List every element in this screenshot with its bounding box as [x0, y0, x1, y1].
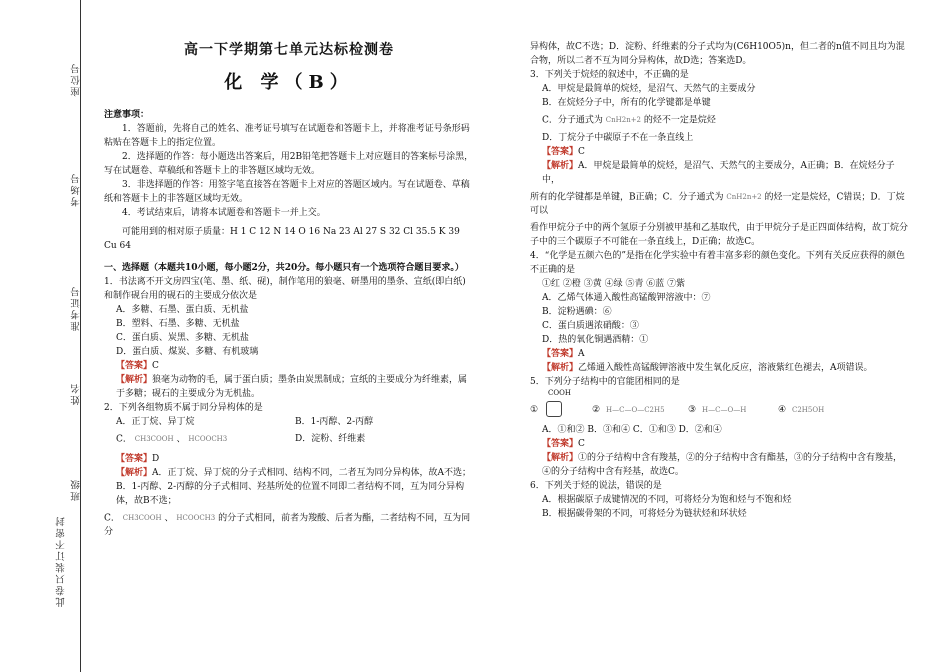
exam-room-label: 考场号	[71, 172, 82, 207]
q1-stem: 1．书法离不开文房四宝(笔、墨、纸、砚)，制作笔用的狼毫、研墨用的墨条、宣纸(即白纸)和制作砚台用的砚石的主要成分依次是	[104, 277, 466, 301]
q4-option-a: A．乙烯气体通入酸性高锰酸钾溶液中：⑦	[542, 293, 711, 303]
q5-options: A．①和② B．③和④ C．①和③ D．②和④	[542, 425, 722, 435]
q5-item-4: ④	[778, 405, 787, 415]
q4-analysis: 乙烯通入酸性高锰酸钾溶液中发生氧化反应，溶液紫红色褪去，A项错误。	[578, 363, 873, 373]
q6-stem: 6．下列关于烃的说法，错误的是	[530, 481, 662, 491]
q3-option-c-prefix: C．分子通式为	[542, 115, 603, 126]
q4-option-b: B．淀粉遇碘：⑥	[542, 307, 612, 317]
q1-analysis: 狼毫为动物的毛，属于蛋白质；墨条由炭黑制成；宣纸的主要成分为纤维素，属于多糖；砚石的主要成分为无机盐。	[116, 375, 468, 399]
notice-item: 4．考试结束后，请将本试题卷和答题卡一并上交。	[122, 208, 326, 218]
q6-option-b: B．根据碳骨架的不同，可将烃分为链状烃和环状烃	[542, 509, 747, 519]
q2-option-c-prefix: C．	[116, 434, 132, 445]
q2-analysis-label: 【解析】	[116, 467, 153, 478]
seat-label: 座位号	[71, 62, 82, 97]
q5-answer: C	[578, 439, 585, 449]
q4-option-c: C．蛋白质遇浓硝酸：③	[542, 321, 639, 331]
q5-structure-4: C2H5OH	[792, 406, 825, 414]
q5-analysis-label: 【解析】	[542, 453, 579, 463]
q3-analysis-3: 看作甲烷分子中的两个氢原子分别被甲基和乙基取代，由于甲烷分子是正四面体结构，故丁烷分子中的三个碳原子不可能在一条直线上，D正确；故选C。	[530, 223, 909, 247]
q2-formula-acid: CH3COOH	[134, 435, 174, 443]
q2-analysis-2: 的分子式相同，前者为羧酸、后者为酯，二者结构不同，互为同分	[104, 513, 471, 537]
q2-option-c-sep: 、	[176, 434, 186, 445]
q3-option-d: D．丁烷分子中碳原子不在一条直线上	[542, 132, 694, 143]
q4-colors: ①红 ②橙 ③黄 ④绿 ⑤青 ⑥蓝 ⑦紫	[542, 279, 686, 289]
left-column	[104, 40, 474, 539]
exam-title: 高一下学期第七单元达标检测卷	[184, 42, 394, 58]
q2-analysis-1: A．正丁烷、异丁烷的分子式相同、结构不同，二者互为同分异构体，故A不选；B．1-丙醇、2-丙醇的分子式相同、羟基所处的位置不同即二者结构不同，互为同分异构体，故B不选；	[116, 467, 472, 506]
q1-analysis-label: 【解析】	[116, 375, 153, 385]
atomic-masses: 可能用到的相对原子质量：H 1 C 12 N 14 O 16 Na 23 Al 27 S 32 Cl 35.5 K 39 Cu 64	[104, 227, 460, 251]
q5-stem: 5．下列分子结构中的官能团相同的是	[530, 377, 680, 387]
q3-formula: CnH2n+2	[605, 116, 642, 124]
q4-answer: A	[578, 349, 585, 359]
binding-footer: 此卷只装订不密封	[56, 515, 67, 607]
q3-answer-label: 【答案】	[542, 146, 579, 157]
notice-item: 1．答题前，先将自己的姓名、准考证号填写在试题卷和答题卡上，并将准考证号条形码粘贴在答题卡上的指定位置。	[104, 124, 470, 148]
q3-option-c-suffix: 的烃不一定是烷烃	[643, 115, 716, 126]
q5-structure-2: H—C—O—C2H5	[606, 406, 665, 414]
q3-analysis-1: A．甲烷是最简单的烷烃，是沼气、天然气的主要成分，A正确；B．在烷烃分子中，	[542, 160, 895, 185]
q4-answer-label: 【答案】	[542, 349, 579, 359]
q3-analysis-2-suffix: 的烃一定是烷烃，C错误；D．丁烷可以	[530, 192, 905, 216]
q5-structure-3: H—C—O—H	[702, 406, 747, 414]
q2-stem: 2．下列各组物质不属于同分异构体的是	[104, 403, 263, 413]
q5-structures	[530, 389, 910, 423]
q2-analysis-2-prefix: C．	[104, 513, 120, 523]
class-label: 班级	[71, 478, 82, 501]
exam-subtitle: 化 学（B）	[224, 72, 354, 93]
q5-item-1: ①	[530, 405, 539, 415]
notice-item: 2．选择题的作答：每小题选出答案后，用2B铅笔把答题卡上对应题目的答案标号涂黑，写在试题卷、草稿纸和答题卡上的非答题区域均无效。	[104, 152, 474, 176]
q1-answer-label: 【答案】	[116, 361, 153, 371]
q2-answer: D	[152, 453, 160, 464]
name-label: 姓名	[71, 382, 82, 405]
q3-option-a: A．甲烷是最简单的烷烃，是沼气、天然气的主要成分	[542, 84, 756, 94]
q4-analysis-label: 【解析】	[542, 363, 579, 373]
q3-analysis-2-prefix: 所有的化学键都是单键，B正确；C．分子通式为	[530, 192, 724, 202]
q1-answer: C	[152, 361, 159, 371]
notice-item: 3．非选择题的作答：用签字笔直接答在答题卡上对应的答题区域内。写在试题卷、草稿纸和答题卡上的非答题区域均无效。	[104, 180, 470, 204]
q4-option-d: D．热的氧化铜遇酒精：①	[542, 335, 649, 345]
section-heading: 一、选择题（本题共10小题，每小题2分，共20分。每小题只有一个选项符合题目要求。）	[104, 263, 464, 273]
q5-item-3: ③	[688, 405, 697, 415]
ticket-label: 准考证号	[71, 285, 82, 331]
q3-answer: C	[578, 146, 585, 157]
q1-option-a: A．多糖、石墨、蛋白质、无机盐	[116, 305, 249, 315]
q6-option-a: A．根据碳原子成键情况的不同，可将烃分为饱和烃与不饱和烃	[542, 495, 792, 505]
q1-option-b: B．塑料、石墨、多糖、无机盐	[116, 319, 240, 329]
q2-analysis-2-sep: 、	[164, 513, 174, 523]
q2-analysis-formula-acid: CH3COOH	[122, 513, 162, 522]
right-column	[530, 40, 910, 521]
q2-answer-label: 【答案】	[116, 453, 153, 464]
benzene-ring-icon	[546, 401, 562, 417]
q3-option-b: B．在烷烃分子中，所有的化学键都是单键	[542, 98, 711, 108]
q5-answer-label: 【答案】	[542, 439, 579, 449]
q3-analysis-label: 【解析】	[542, 160, 579, 171]
q5-cooh-label: COOH	[548, 389, 571, 397]
q5-analysis: ①的分子结构中含有羧基，②的分子结构中含有酯基，③的分子结构中含有羧基，④的分子结构中含有羟基，故选C。	[542, 453, 903, 477]
q2-option-b: B．1-丙醇、2-丙醇	[295, 417, 374, 427]
q2-analysis-3: 异构体，故C不选；D．淀粉、纤维素的分子式均为(C6H10O5)n，但二者的n值不同且均为混合物，所以二者不互为同分异构体，故D选；答案选D。	[530, 42, 905, 66]
q2-option-a: A．正丁烷、异丁烷	[116, 417, 195, 427]
q2-option-c	[116, 432, 295, 447]
q5-item-2: ②	[592, 405, 601, 415]
q2-analysis-formula-ester: HCOOCH3	[176, 513, 216, 522]
q4-stem: 4．“化学是五颜六色的”是指在化学实验中有着丰富多彩的颜色变化。下列有关反应获得的颜色不正确的是	[530, 251, 905, 275]
q2-option-d: D．淀粉、纤维素	[295, 434, 366, 444]
binding-line	[80, 0, 81, 672]
q1-option-d: D．蛋白质、煤炭、多糖、有机玻璃	[116, 347, 259, 357]
q2-formula-ester: HCOOCH3	[188, 435, 228, 443]
q3-stem: 3．下列关于烷烃的叙述中，不正确的是	[530, 70, 689, 80]
notice-heading: 注意事项：	[104, 110, 150, 120]
q1-option-c: C．蛋白质、炭黑、多糖、无机盐	[116, 333, 249, 343]
q3-analysis-formula: CnH2n+2	[726, 192, 762, 201]
